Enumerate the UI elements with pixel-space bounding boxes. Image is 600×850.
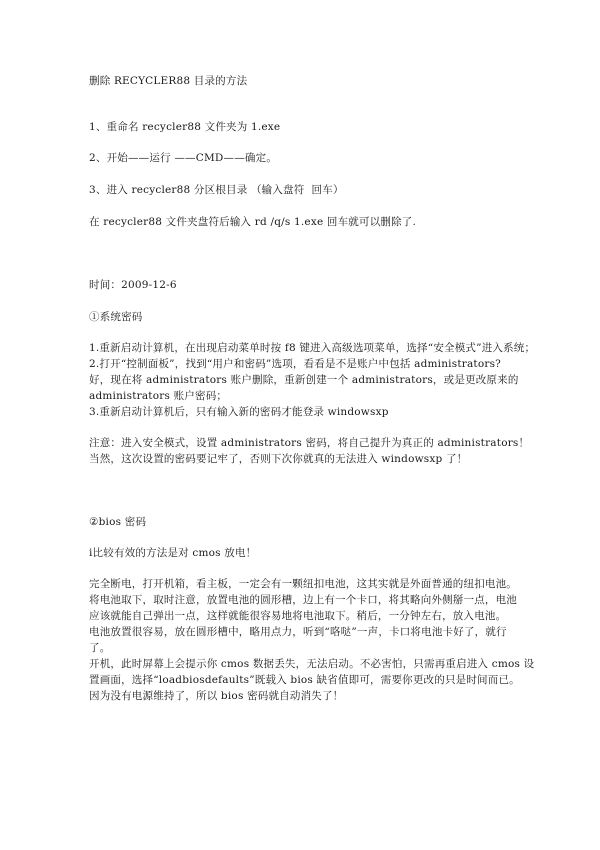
section2-line: 了。 (89, 642, 111, 654)
document-title: 删除 RECYCLER88 目录的方法 (89, 75, 248, 87)
section2-intro: ⅰ比较有效的方法是对 cmos 放电！ (89, 547, 257, 559)
section2-line: 电池放置很容易，放在圆形槽中，略用点力，听到“咯哒”一声，卡口将电池卡好了，就行 (89, 626, 507, 638)
section1-line: administrators 账户密码； (89, 390, 228, 402)
section1-line: 1.重新启动计算机，在出现启动菜单时按 f8 键进入高级选项菜单，选择“安全模式”进入系统； (89, 342, 536, 354)
step-1: 1、重命名 recycler88 文件夹为 1.exe (89, 121, 281, 133)
section2-line: 完全断电，打开机箱，看主板，一定会有一颗纽扣电池，这其实就是外面普通的纽扣电池。 (89, 578, 517, 590)
section1-note-line: 当然，这次设置的密码要记牢了，否则下次你就真的无法进入 windowsxp 了！ (89, 453, 468, 465)
section-heading-bios-password: ②bios 密码 (89, 516, 147, 528)
step-note: 在 recycler88 文件夹盘符后输入 rd /q/s 1.exe 回车就可以删除了. (89, 216, 417, 228)
section2-line: 置画面，选择“loadbiosdefaults”既载入 bios 缺省值即可，需要你更改的只是时间而已。 (89, 674, 520, 686)
section1-line: 好，现在将 administrators 账户删除，重新创建一个 administrators，或是更改原来的 (89, 374, 519, 386)
section1-line: 2.打开“控制面板”，找到“用户和密码”选项，看看是不是账户中包括 administrators? (89, 358, 502, 370)
section1-line: 3.重新启动计算机后，只有输入新的密码才能登录 windowsxp (89, 406, 389, 418)
date-line: 时间：2009-12-6 (89, 279, 177, 291)
section1-note-line: 注意：进入安全模式，设置 administrators 密码，将自己提升为真正的 administrators！ (89, 437, 530, 449)
section2-line: 开机，此时屏幕上会提示你 cmos 数据丢失，无法启动。不必害怕，只需再重启进入 cmos 设 (89, 658, 535, 670)
step-3: 3、进入 recycler88 分区根目录 （输入盘符 回车） (89, 184, 344, 196)
section2-line: 因为没有电源维持了，所以 bios 密码就自动消失了！ (89, 690, 344, 702)
section2-line: 应该就能自己弹出一点，这样就能很容易地将电池取下。稍后，一分钟左右，放入电池。 (89, 610, 507, 622)
step-2: 2、开始——运行 ——CMD——确定。 (89, 152, 278, 164)
section2-line: 将电池取下，取时注意，放置电池的圆形槽，边上有一个卡口，将其略向外侧掰一点，电池 (89, 594, 517, 606)
section-heading-system-password: ①系统密码 (89, 311, 143, 323)
